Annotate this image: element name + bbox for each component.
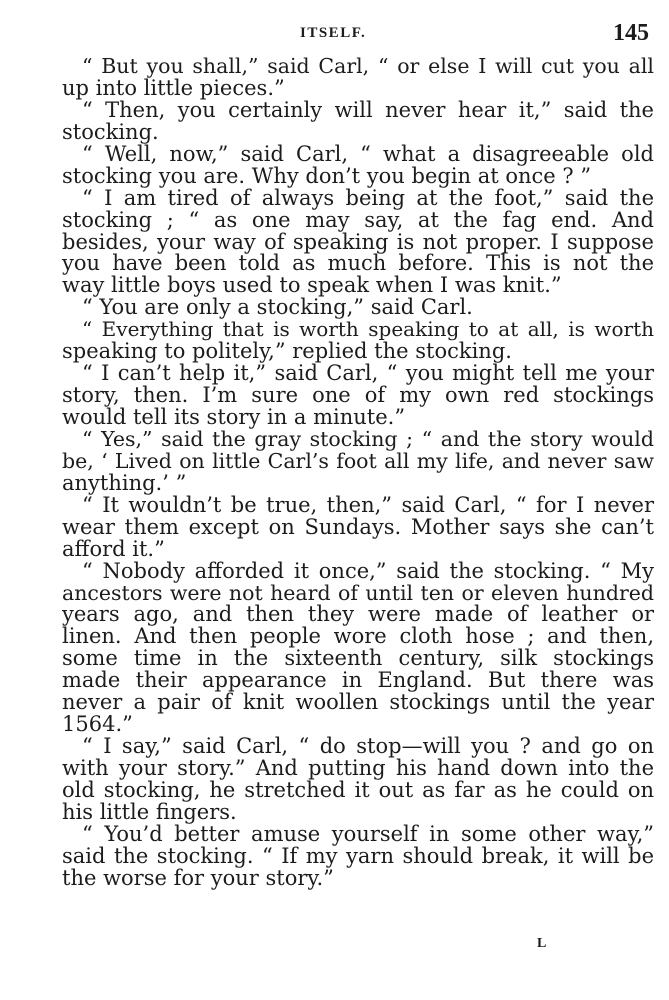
text-line: said the stocking. “ If my yarn should break, it will be <box>62 843 654 868</box>
text-line: “ Then, you certainly will never hear it,” said the <box>82 97 654 122</box>
paragraph <box>62 141 654 188</box>
signature-mark: L <box>537 936 548 951</box>
paragraph <box>62 319 654 363</box>
text-line: “ But you shall,” said Carl, “ or else I will cut you all <box>82 54 654 78</box>
text-line: old stocking, he stretched it out as far as he could on <box>62 777 654 802</box>
text-line: “ You are only a stocking,” said Carl. <box>82 295 473 320</box>
text-line: “ You’d better amuse yourself in some other way,” <box>82 821 654 846</box>
text-line: stocking you are. Why don’t you begin at once ? ” <box>62 163 592 188</box>
paragraph <box>62 558 654 737</box>
text-line: made their appearance in England. But there was <box>62 668 654 693</box>
paragraph <box>62 363 654 429</box>
running-head <box>0 22 669 46</box>
text-line: way little boys used to speak when I was knit.” <box>62 273 562 298</box>
running-title: ITSELF. <box>300 25 367 41</box>
paragraph <box>62 97 654 144</box>
paragraph <box>62 185 654 298</box>
text-line: afford it.” <box>62 536 165 561</box>
text-line: “ Nobody afforded it once,” said the stocking. “ My <box>82 558 654 583</box>
text-line: never a pair of knit woollen stockings until the year <box>62 690 654 715</box>
text-line: “ I say,” said Carl, “ do stop—will you ? and go on <box>82 734 654 759</box>
text-line: story, then. I’m sure one of my own red stockings <box>62 383 654 408</box>
text-line: “ I am tired of always being at the foot,” said the <box>82 185 654 210</box>
paragraph <box>62 426 654 495</box>
text-line: wear them except on Sundays. Mother says she can’t <box>62 514 654 539</box>
text-line: 1564.” <box>62 712 133 737</box>
text-line: stocking. <box>62 119 159 144</box>
text-line: besides, your way of speaking is not proper. I suppose <box>62 229 654 254</box>
paragraph <box>62 736 654 824</box>
paragraph <box>62 297 654 319</box>
text-line: “ Yes,” said the gray stocking ; “ and the story would <box>82 426 654 451</box>
text-line: with your story.” And putting his hand down into the <box>62 756 654 780</box>
paragraph <box>62 821 654 890</box>
text-line: you have been told as much before. This is not the <box>62 251 654 276</box>
text-line: the worse for your story.” <box>62 865 334 890</box>
text-line: stocking ; “ as one may say, at the fag end. And <box>62 207 654 232</box>
text-line: anything.’ ” <box>62 470 187 495</box>
text-line: ancestors were not heard of until ten or eleven hundred <box>62 580 654 605</box>
paragraph <box>62 492 654 561</box>
text-line: “ I can’t help it,” said Carl, “ you might tell me your <box>82 361 654 386</box>
paragraph <box>62 56 654 100</box>
text-line: “ Well, now,” said Carl, “ what a disagreeable old <box>82 141 654 166</box>
text-line: be, ‘ Lived on little Carl’s foot all my life, and never saw <box>62 448 654 473</box>
text-line: his little fingers. <box>62 799 237 824</box>
page-number: 145 <box>613 20 649 46</box>
text-line: up into little pieces.” <box>62 75 285 100</box>
text-line: some time in the sixteenth century, silk stockings <box>62 646 654 671</box>
text-line: linen. And then people wore cloth hose ; and then, <box>62 624 654 649</box>
body-text <box>62 56 654 890</box>
text-line: “ Everything that is worth speaking to at all, is worth <box>82 317 654 342</box>
text-line: would tell its story in a minute.” <box>62 405 406 429</box>
text-line: years ago, and then they were made of leather or <box>62 602 654 627</box>
text-line: “ It wouldn’t be true, then,” said Carl, “ for I never <box>82 492 654 517</box>
text-line: speaking to politely,” replied the stocking. <box>62 339 512 364</box>
